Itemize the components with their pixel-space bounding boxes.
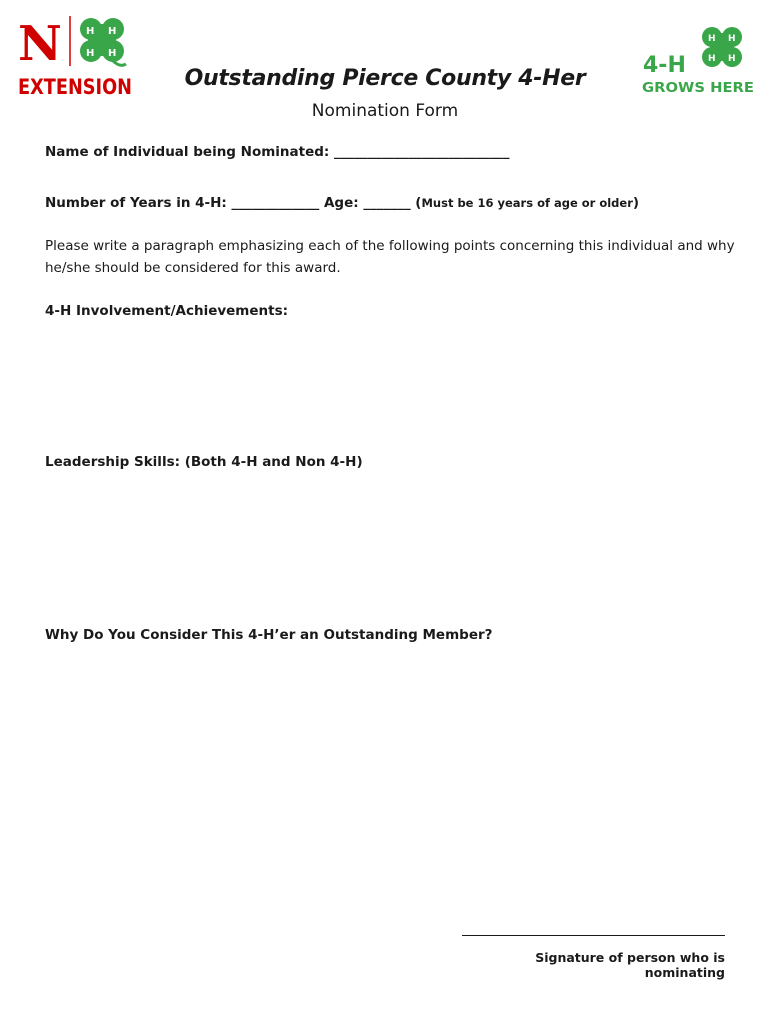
age-requirement-note: Must be 16 years of age or older [421,196,633,210]
form-title: Outstanding Pierce County 4-Her [184,66,586,91]
clover-icon [702,27,742,67]
section-outstanding-heading: Why Do You Consider This 4-H’er an Outstanding Member? [45,627,493,643]
leadership-answer-area[interactable] [45,477,735,617]
svg-text:H: H [708,54,716,64]
involvement-answer-area[interactable] [45,326,735,446]
signature-label: Signature of person who is nominating [535,950,725,980]
svg-text:H: H [86,48,95,59]
svg-text:H: H [108,48,117,59]
years-age-field[interactable]: Number of Years in 4-H: _____________ Age: _______ ( [45,195,422,211]
clover-icon [80,18,126,65]
nominee-name-field[interactable]: Name of Individual being Nominated: __________________________ [45,144,510,160]
age-note-close-paren: ) [632,195,640,211]
extension-wordmark: EXTENSION [18,75,132,99]
nebraska-n-logo: N [18,16,62,72]
svg-text:H: H [728,34,736,44]
svg-text:H: H [86,26,95,37]
signature-line[interactable] [462,935,725,936]
instructions-paragraph: Please write a paragraph emphasizing each of the following points concerning this individual and why he/she should be considered for this award. [45,238,735,276]
outstanding-answer-area[interactable] [45,650,735,920]
svg-text:H: H [108,26,117,37]
section-involvement-heading: 4-H Involvement/Achievements: [45,303,289,319]
svg-text:H: H [708,34,716,44]
4h-wordmark: 4-H [643,53,686,78]
svg-text:H: H [728,54,736,64]
section-leadership-heading: Leadership Skills: (Both 4-H and Non 4-H) [45,454,363,470]
years-age-line [45,195,639,211]
grows-here-tagline: GROWS HERE [642,81,754,96]
form-subtitle: Nomination Form [311,101,459,121]
